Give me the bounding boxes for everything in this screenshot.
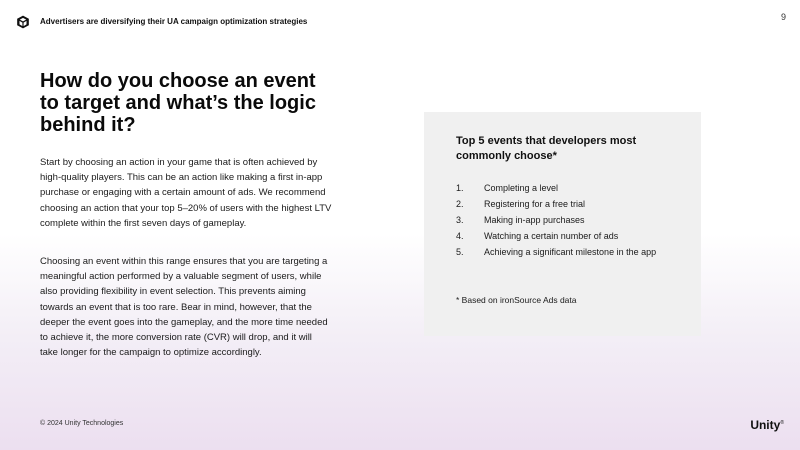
header-title: Advertisers are diversifying their UA campaign optimization strategies <box>40 17 308 26</box>
list-number: 5. <box>456 247 464 257</box>
footnote: * Based on ironSource Ads data <box>456 295 577 305</box>
registered-mark: ® <box>780 420 784 426</box>
events-list <box>456 180 656 260</box>
list-number: 2. <box>456 199 464 209</box>
list-number: 3. <box>456 215 464 225</box>
page-number: 9 <box>780 12 786 22</box>
list-number: 4. <box>456 231 464 241</box>
list-number: 1. <box>456 183 464 193</box>
page-title: How do you choose an event to target and what’s the logic behind it? <box>40 70 316 136</box>
panel-heading: Top 5 events that developers most commonly choose* <box>456 135 637 162</box>
list-item <box>456 244 656 260</box>
list-item <box>456 228 656 244</box>
list-label: Watching a certain number of ads <box>484 231 619 241</box>
list-item <box>456 196 656 212</box>
body-paragraph: Choosing an event within this range ensures that you are targeting a meaningful action performed by a valuable segment of users, while also providing flexibility in event selection. This prevents aiming towards an event that is too rare. Bear in mind, however, that the deeper the event goes into the gameplay, and the more time needed to achieve it, the more conversion rate (CVR) will drop, and it will take longer for the campaign to optimize accordingly. <box>40 256 328 359</box>
list-item <box>456 212 656 228</box>
list-item <box>456 180 656 196</box>
unity-cube-icon <box>16 15 30 29</box>
list-label: Making in-app purchases <box>484 215 585 225</box>
body-paragraph: Start by choosing an action in your game that is often achieved by high-quality players. This can be an action like making a first in-app purchase or engaging with a certain amount of ads. We recommend choosing an action that your top 5–20% of users with the highest LTV complete within the first seven days of gameplay. <box>40 157 332 229</box>
list-label: Achieving a significant milestone in the app <box>484 247 657 257</box>
top-events-panel <box>424 112 701 336</box>
list-label: Completing a level <box>484 183 559 193</box>
brand-name: Unity <box>750 418 781 432</box>
list-label: Registering for a free trial <box>484 199 586 209</box>
unity-logo <box>750 418 784 432</box>
copyright: © 2024 Unity Technologies <box>40 420 124 427</box>
